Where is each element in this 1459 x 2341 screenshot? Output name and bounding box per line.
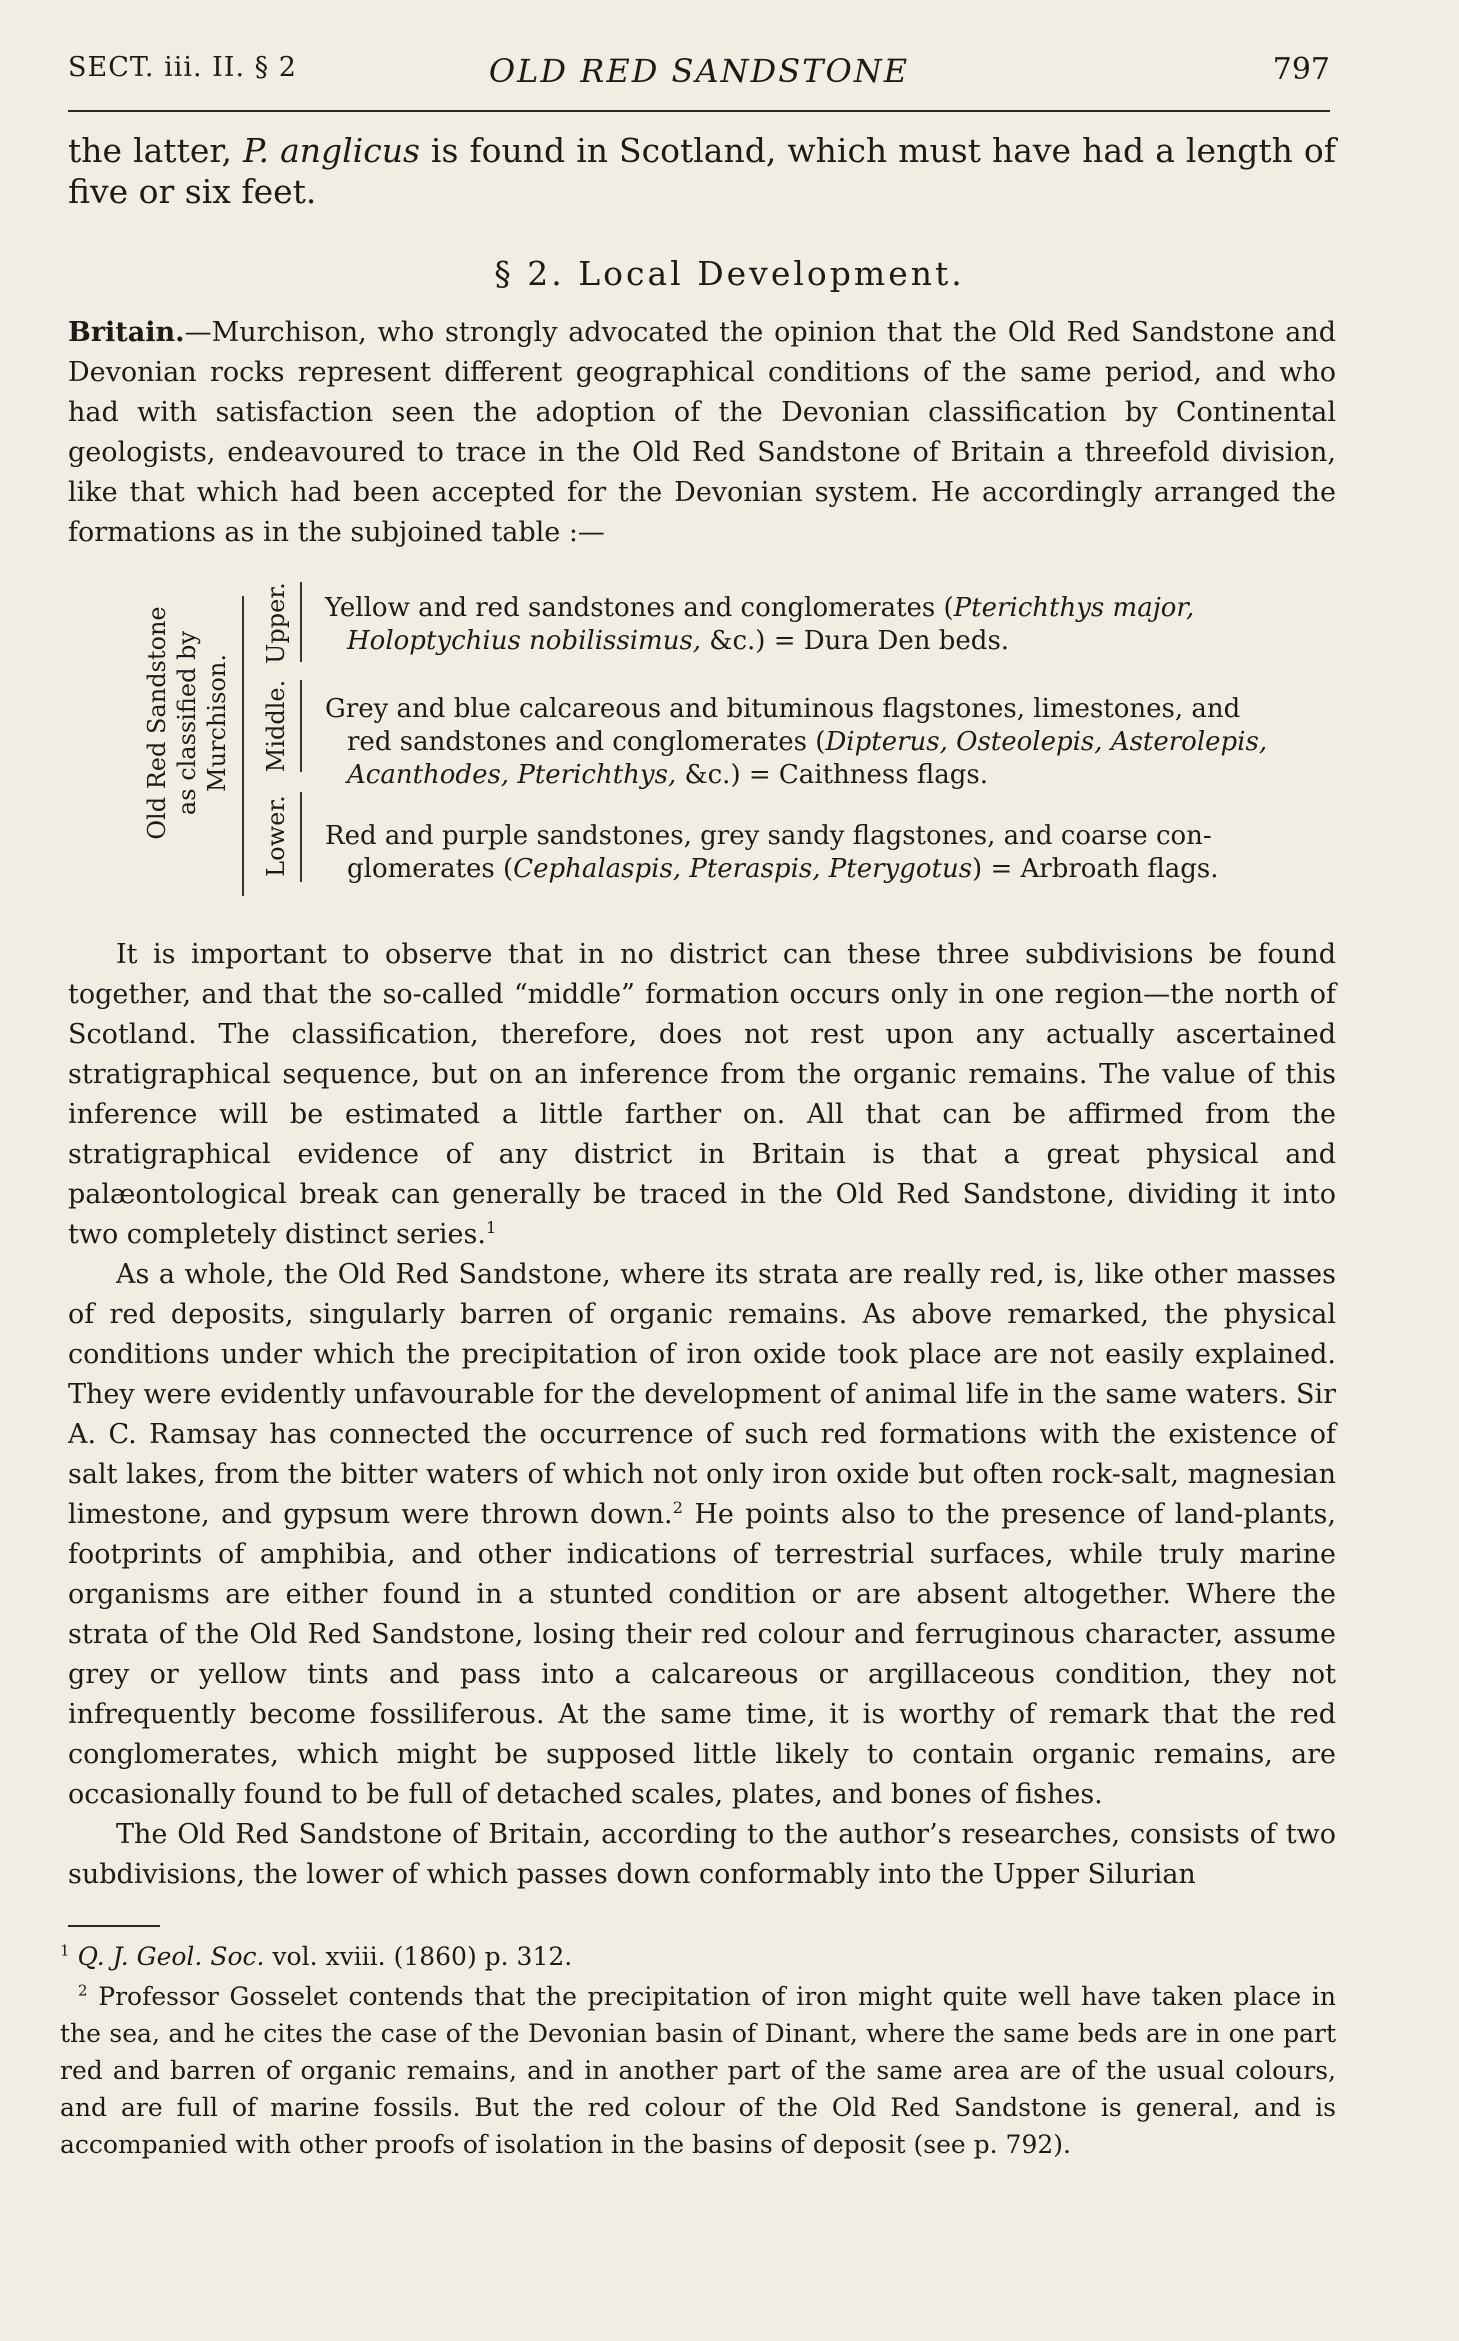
page-number: 797 bbox=[1272, 52, 1330, 87]
footnote-2: $^2$ Professor Gosselet contends that the precipitation of iron might quite well have taken place in the sea, and he cites the case of the Devonian basin of Dinant, where the same beds are in one part red and barren of organic remains, and in another part of the same area are of the usual colours, and are full of marine fossils. But the red colour of the Old Red Sandstone is general, and is accompanied with other proofs of isolation in the basins of deposit (see p. 792). bbox=[60, 1981, 1336, 2159]
britain-lead: Britain. bbox=[68, 317, 185, 348]
classification-table bbox=[120, 578, 1280, 908]
division-label-upper: Upper. bbox=[262, 582, 290, 664]
footnote-rule bbox=[68, 1925, 160, 1927]
paragraph-3: The Old Red Sandstone of Britain, according to the author’s researches, consists of two subdivisions, the lower of which passes down conformably into the Upper Silurian bbox=[68, 1819, 1336, 1890]
table-row-lower: Red and purple sandstones, grey sandy flagstones, and coarse con- glomerates (Cephalaspis, Pteraspis, Pterygotus) = Arbroath flags. bbox=[325, 821, 1219, 884]
table-row-upper: Yellow and red sandstones and conglomerates (Pterichthys major, Holoptychius nobilissimus, &c.) = Dura Den beds. bbox=[325, 593, 1195, 656]
running-title: OLD RED SANDSTONE bbox=[488, 52, 910, 90]
intro-paragraph: the latter, P. anglicus is found in Scotland, which must have had a length of five or six feet. bbox=[68, 131, 1336, 211]
paragraph-2: As a whole, the Old Red Sandstone, where its strata are really red, is, like other masses of red deposits, singularly barren of organic remains. As above remarked, the physical conditions under which the precipitation of iron oxide took place are not easily explained. They were evidently unfavourable for the development of animal life in the same waters. Sir A. C. Ramsay has connected the occurrence of such red formations with the existence of salt lakes, from the bitter waters of which not only iron oxide but often rock-salt, magnesian limestone, and gypsum were thrown down.$^2$ He points also to the presence of land-plants, footprints of amphibia, and other indications of terrestrial surfaces, while truly marine organisms are either found in a stunted condition or are absent altogether. Where the strata of the Old Red Sandstone, losing their red colour and ferruginous character, assume grey or yellow tints and pass into a calcareous or argillaceous condition, they not infrequently become fossiliferous. At the same time, it is worthy of remark that the red conglomerates, which might be supposed little likely to contain organic remains, are occasionally found to be full of detached scales, plates, and bones of fishes. bbox=[68, 1259, 1336, 1810]
division-label-middle: Middle. bbox=[262, 679, 290, 773]
paragraph-1: It is important to observe that in no district can these three subdivisions be found together, and that the so-called “middle” formation occurs only in one region—the north of Scotland. The classification, therefore, does not rest upon any actually ascertained stratigraphical sequence, but on an inference from the organic remains. The value of this inference will be estimated a little farther on. All that can be affirmed from the stratigraphical evidence of any district in Britain is that a great physical and palæontological break can generally be traced in the Old Red Sandstone, dividing it into two completely distinct series.$^1$ bbox=[68, 939, 1336, 1250]
running-header bbox=[68, 52, 1330, 102]
section-reference: SECT. iii. II. § 2 bbox=[68, 52, 297, 83]
table-row-middle: Grey and blue calcareous and bituminous flagstones, limestones, and red sandstones and conglomerates (Dipterus, Osteolepis, Asterolepis, Acanthodes, Pterichthys, &c.) = Caithness flags. bbox=[325, 694, 1268, 790]
division-label-lower: Lower. bbox=[262, 795, 290, 877]
brace-lower bbox=[300, 792, 302, 882]
table-outer-sublabel-2: Murchison. bbox=[203, 654, 231, 792]
species-name: P. anglicus bbox=[243, 131, 420, 170]
brace-upper bbox=[300, 582, 302, 662]
body-text bbox=[68, 935, 1336, 1895]
outer-brace bbox=[242, 596, 244, 896]
header-rule bbox=[68, 110, 1330, 112]
section-heading: § 2. Local Development. bbox=[494, 254, 965, 293]
table-outer-label: Old Red Sandstone bbox=[143, 606, 171, 840]
brace-middle bbox=[300, 680, 302, 772]
footnote-ref-2: 2 bbox=[672, 1498, 683, 1517]
britain-paragraph: Britain.—Murchison, who strongly advocated the opinion that the Old Red Sandstone and Devonian rocks represent different geographical conditions of the same period, and who had with satisfaction seen the adoption of the Devonian classification by Continental geologists, endeavoured to trace in the Old Red Sandstone of Britain a threefold division, like that which had been accepted for the Devonian system. He accordingly arranged the formations as in the subjoined table :— bbox=[68, 317, 1336, 548]
table-outer-sublabel-1: as classified by bbox=[173, 630, 201, 816]
footnote-ref-1: 1 bbox=[485, 1218, 497, 1237]
footnote-1: $^1$ Q. J. Geol. Soc. vol. xviii. (1860) p. 312. bbox=[60, 1941, 573, 1971]
